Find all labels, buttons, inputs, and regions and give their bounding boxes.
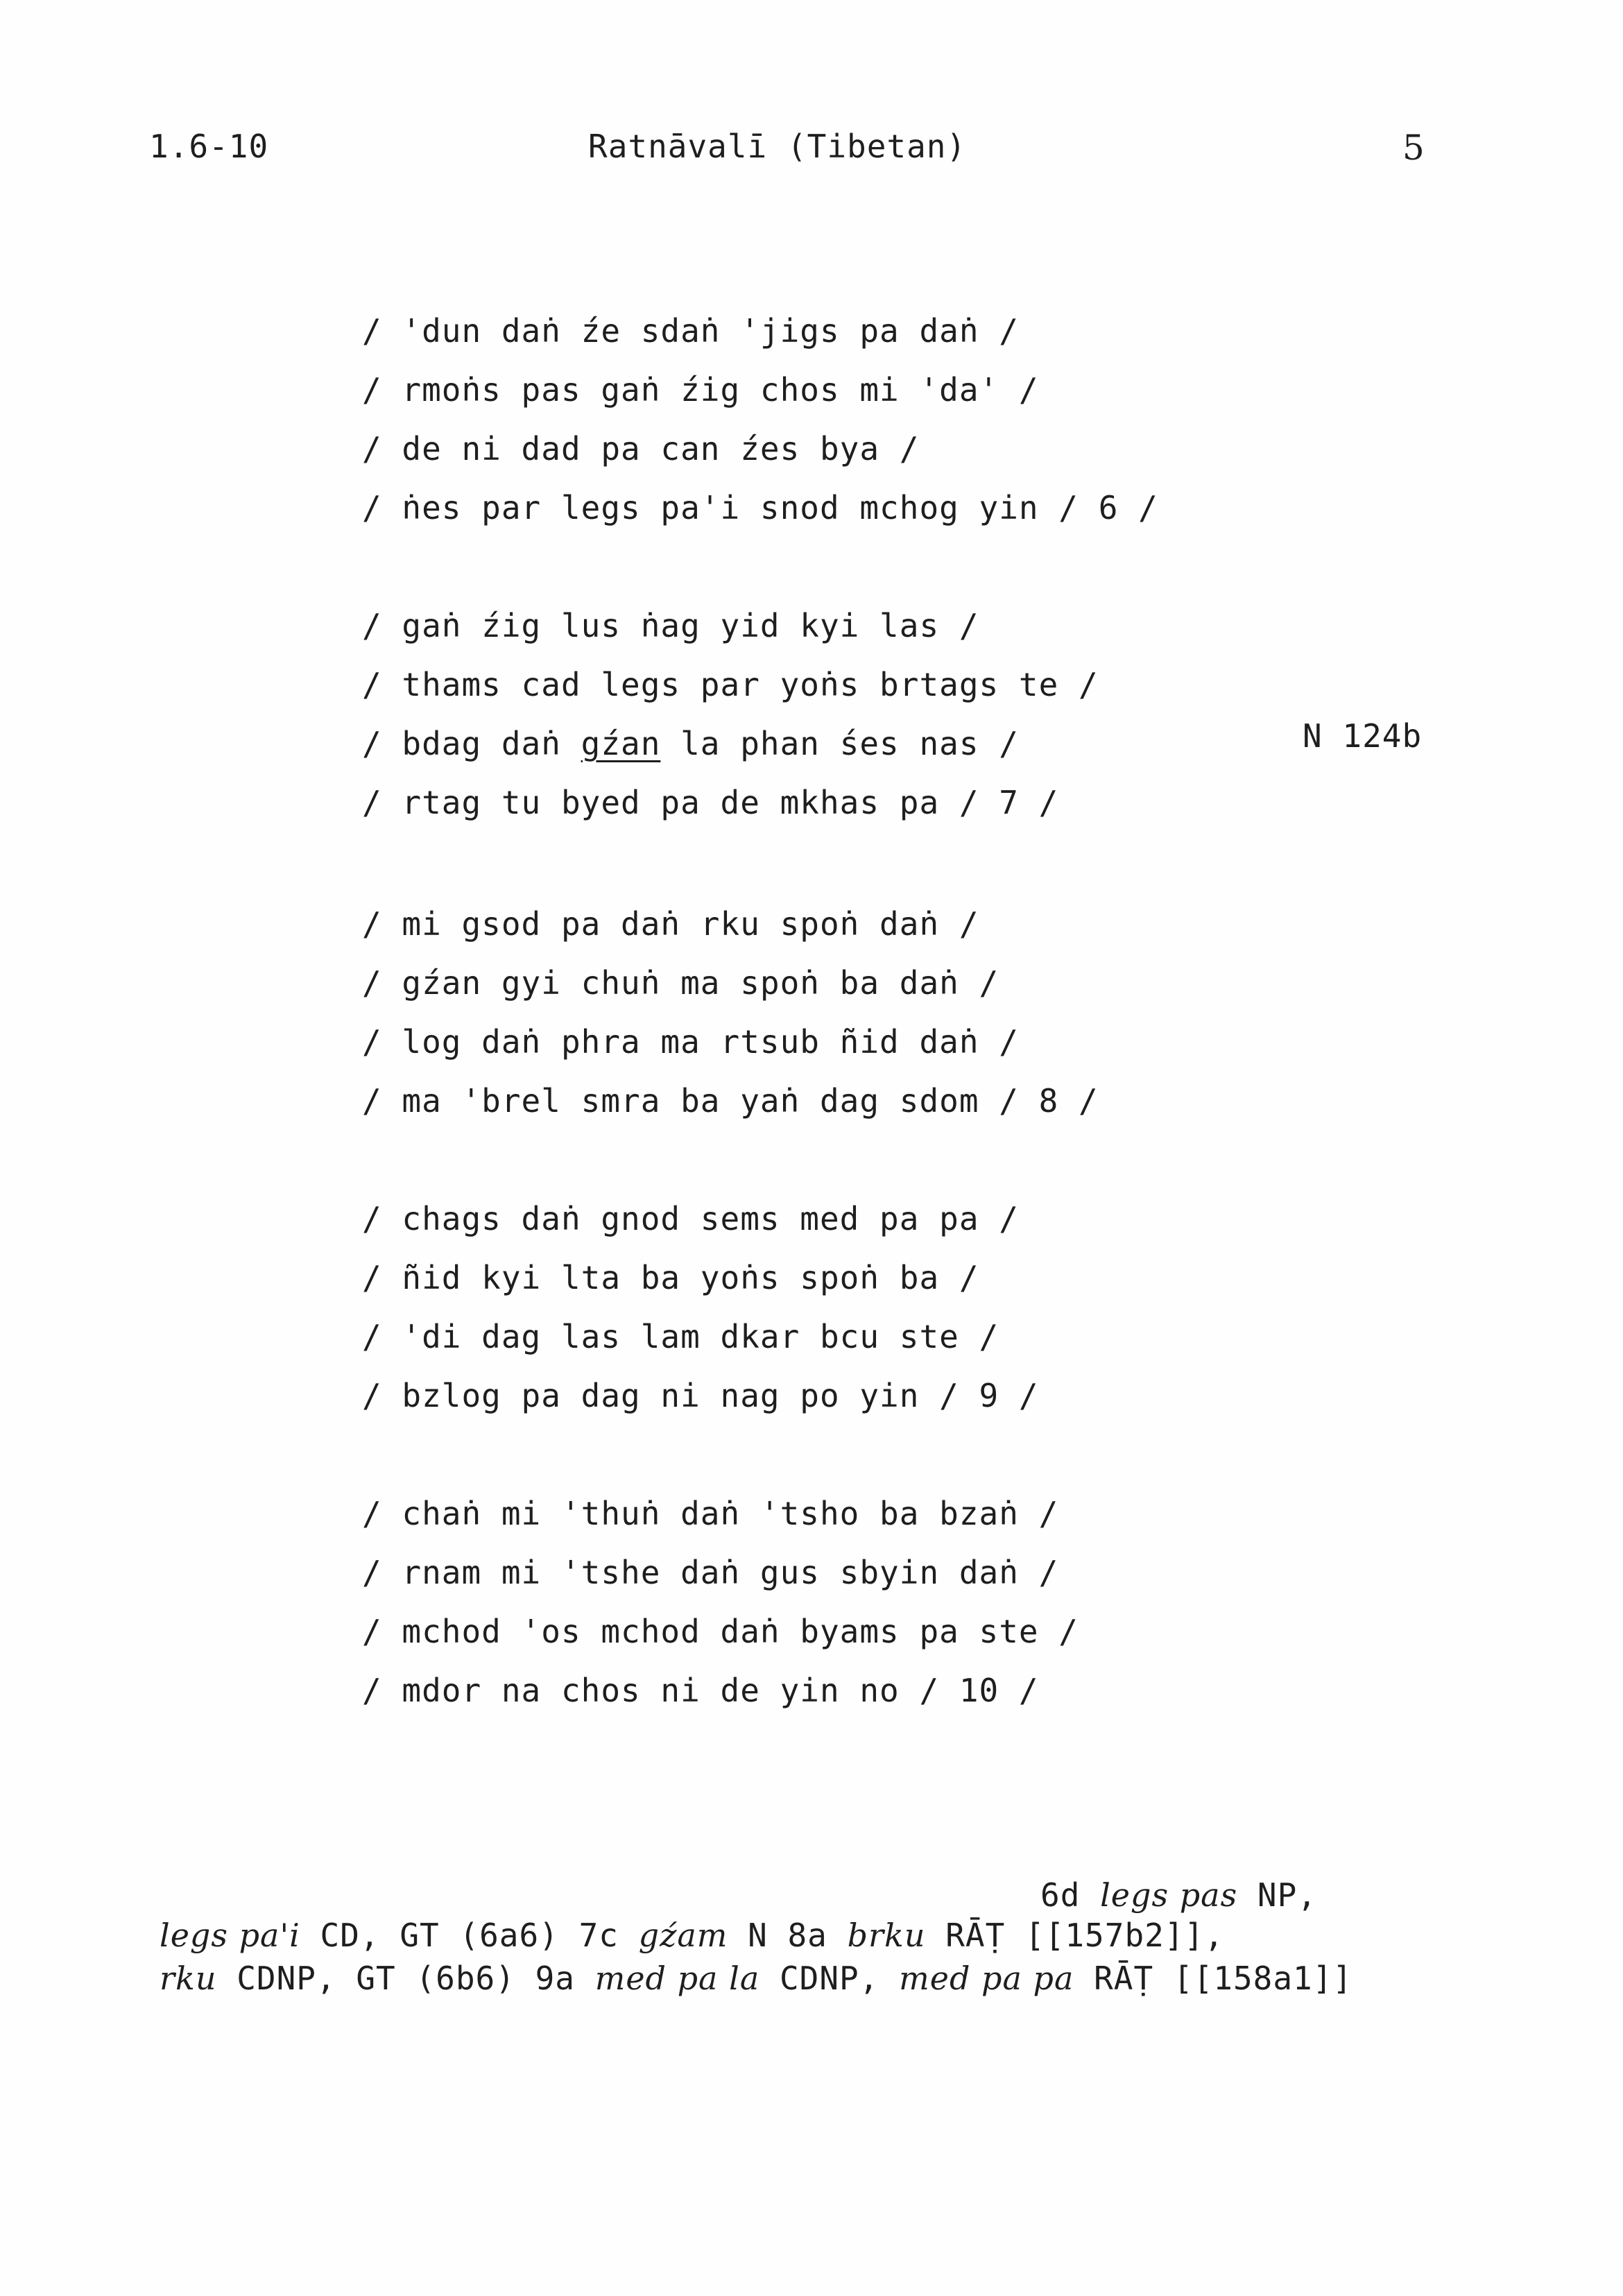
- footnote-line: [160, 1960, 1352, 1997]
- footnote-reading: rku: [160, 1960, 217, 1997]
- verse-line: / ṅes par legs pa'i snod mchog yin / 6 /: [362, 489, 1158, 526]
- verse-line: / rmoṅs pas gaṅ źig chos mi 'da' /: [362, 371, 1039, 409]
- footnote-text: RĀṬ [[158a1]]: [1074, 1960, 1353, 1997]
- verse-line: / rtag tu byed pa de mkhas pa / 7 /: [362, 784, 1059, 821]
- verse-text: / bdag daṅ: [362, 725, 581, 762]
- verse-line: / thams cad legs par yoṅs brtags te /: [362, 666, 1099, 703]
- underlined-word: gźan: [581, 725, 661, 762]
- footnote-reading: gźam: [638, 1917, 728, 1954]
- footnote-reading: med pa pa: [899, 1960, 1074, 1997]
- verse-line: / chaṅ mi 'thuṅ daṅ 'tsho ba bzaṅ /: [362, 1495, 1059, 1532]
- footnote-text: CDNP,: [759, 1960, 900, 1997]
- footnote-line: [1040, 1876, 1317, 1914]
- verse-line: / mi gsod pa daṅ rku spoṅ daṅ /: [362, 905, 979, 943]
- section-reference: 1.6-10: [149, 128, 269, 165]
- footnote-reading: med pa la: [594, 1960, 760, 1997]
- verse-line: / 'dun daṅ źe sdaṅ 'jigs pa daṅ /: [362, 312, 1019, 350]
- footnote-text: RĀṬ [[157b2]],: [925, 1917, 1224, 1954]
- verse-line: / log daṅ phra ma rtsub ñid daṅ /: [362, 1023, 1019, 1061]
- footnote-reading: brku: [847, 1917, 926, 1954]
- page-title: Ratnāvalī (Tibetan): [588, 128, 967, 165]
- verse-line: / de ni dad pa can źes bya /: [362, 430, 920, 468]
- verse-line: / rnam mi 'tshe daṅ gus sbyin daṅ /: [362, 1554, 1059, 1591]
- verse-line: / ma 'brel smra ba yaṅ dag sdom / 8 /: [362, 1082, 1099, 1120]
- verse-line: / mdor na chos ni de yin no / 10 /: [362, 1672, 1039, 1709]
- verse-line: / bzlog pa dag ni nag po yin / 9 /: [362, 1377, 1039, 1414]
- footnote-text: 6d: [1040, 1876, 1101, 1914]
- footnote-reading: legs pas: [1100, 1876, 1238, 1914]
- verse-line: / gaṅ źig lus ṅag yid kyi las /: [362, 607, 979, 644]
- verse-line: [362, 725, 1019, 762]
- verse-text: la phan śes nas /: [660, 725, 1019, 762]
- footnote-text: N 8a: [728, 1917, 848, 1954]
- verse-line: / mchod 'os mchod daṅ byams pa ste /: [362, 1613, 1079, 1650]
- footnote-text: CD, GT (6a6) 7c: [300, 1917, 639, 1954]
- verse-line: / gźan gyi chuṅ ma spoṅ ba daṅ /: [362, 964, 999, 1002]
- footnote-reading: legs pa'i: [160, 1917, 300, 1954]
- footnote-text: NP,: [1237, 1876, 1317, 1914]
- footnote-text: CDNP, GT (6b6) 9a: [216, 1960, 595, 1997]
- footnote-line: [160, 1917, 1224, 1954]
- margin-folio-note: N 124b: [1303, 717, 1423, 755]
- verse-line: / ñid kyi lta ba yoṅs spoṅ ba /: [362, 1259, 979, 1296]
- verse-line: / chags daṅ gnod sems med pa pa /: [362, 1200, 1019, 1237]
- page-number: 5: [1402, 128, 1425, 168]
- verse-line: / 'di dag las lam dkar bcu ste /: [362, 1318, 999, 1355]
